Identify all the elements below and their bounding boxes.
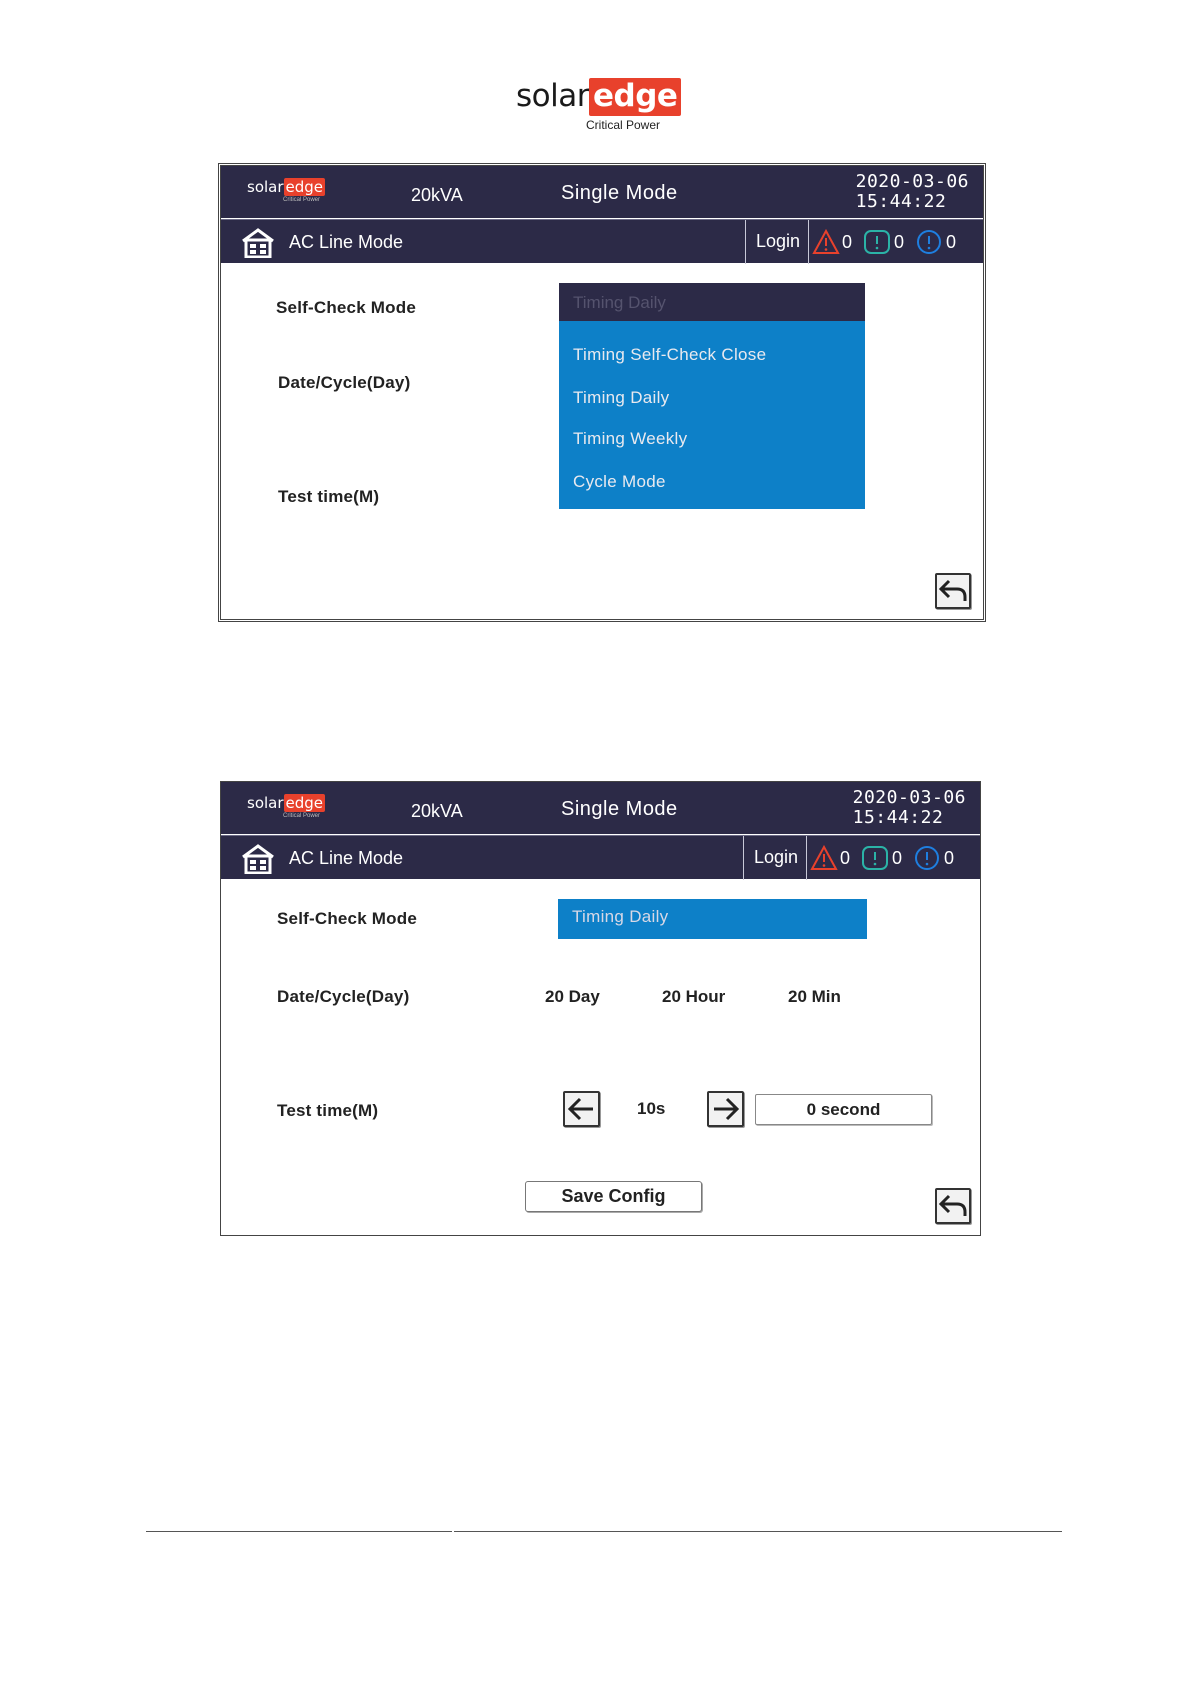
mode-bar	[221, 219, 983, 263]
operating-mode: Single Mode	[561, 798, 678, 820]
decrease-button[interactable]	[563, 1091, 600, 1127]
settings-panel	[221, 263, 983, 619]
page-logo	[516, 78, 686, 134]
back-button[interactable]	[935, 1188, 971, 1224]
footer-divider	[146, 1531, 452, 1532]
alarm-counters[interactable]	[810, 844, 954, 872]
info-icon	[912, 845, 942, 871]
divider	[808, 220, 809, 264]
login-button[interactable]: Login	[754, 847, 799, 867]
dropdown-selected[interactable]: Timing Daily	[559, 283, 865, 321]
logo-subtitle: Critical Power	[586, 118, 661, 132]
warning-icon	[812, 229, 840, 255]
footer-divider	[454, 1531, 1062, 1532]
info-count: 0	[944, 847, 955, 868]
info-count: 0	[946, 231, 957, 252]
back-button[interactable]	[935, 573, 971, 609]
logo-wordmark: solar edge	[516, 78, 681, 114]
fault-count: 0	[892, 847, 903, 868]
alarm-counters[interactable]	[812, 228, 956, 256]
test-time-field[interactable]: 0 second	[755, 1094, 932, 1125]
divider	[743, 836, 744, 880]
self-check-label: Self-Check Mode	[277, 909, 417, 928]
back-arrow-icon	[937, 1190, 969, 1222]
step-value: 10s	[637, 1099, 666, 1118]
arrow-left-icon	[565, 1093, 598, 1125]
header-logo: solar edge Critical Power	[247, 178, 324, 203]
arrow-right-icon	[709, 1093, 742, 1125]
increase-button[interactable]	[707, 1091, 744, 1127]
fault-count: 0	[894, 231, 905, 252]
warning-count: 0	[842, 231, 853, 252]
dropdown-option[interactable]: Timing Self-Check Close	[573, 345, 767, 364]
ac-line-mode: AC Line Mode	[289, 848, 404, 868]
operating-mode: Single Mode	[561, 182, 678, 204]
dropdown-option[interactable]: Timing Weekly	[573, 429, 688, 448]
house-icon	[241, 844, 275, 874]
date-text: 2020-03-06	[855, 171, 969, 192]
min-value[interactable]: 20 Min	[788, 987, 841, 1006]
self-check-label: Self-Check Mode	[276, 298, 416, 317]
date-text: 2020-03-06	[852, 787, 966, 808]
date-cycle-label: Date/Cycle(Day)	[277, 987, 410, 1006]
ac-line-mode: AC Line Mode	[289, 232, 404, 252]
fault-icon	[860, 845, 890, 871]
back-arrow-icon	[937, 575, 969, 607]
hour-value[interactable]: 20 Hour	[662, 987, 726, 1006]
time-text: 15:44:22	[852, 807, 944, 828]
fault-icon	[862, 229, 892, 255]
status-header	[221, 782, 980, 834]
header-logo: solar edge Critical Power	[247, 794, 324, 819]
date-cycle-label: Date/Cycle(Day)	[278, 373, 411, 392]
settings-panel	[221, 879, 980, 1235]
power-rating: 20kVA	[411, 185, 463, 205]
divider	[745, 220, 746, 264]
test-time-label: Test time(M)	[278, 487, 380, 506]
datetime	[853, 788, 966, 828]
login-button[interactable]: Login	[756, 231, 801, 251]
save-config-button[interactable]: Save Config	[525, 1181, 702, 1212]
mode-bar	[221, 835, 980, 879]
info-icon	[914, 229, 944, 255]
screen-config	[220, 781, 981, 1236]
power-rating: 20kVA	[411, 801, 463, 821]
self-check-dropdown[interactable]	[559, 283, 865, 509]
datetime	[856, 172, 969, 212]
warning-icon	[810, 845, 838, 871]
dropdown-option[interactable]: Timing Daily	[573, 388, 670, 407]
divider	[806, 836, 807, 880]
house-icon	[241, 228, 275, 258]
day-value[interactable]: 20 Day	[545, 987, 600, 1006]
time-text: 15:44:22	[855, 191, 947, 212]
test-time-label: Test time(M)	[277, 1101, 379, 1120]
dropdown-option[interactable]: Cycle Mode	[573, 472, 666, 491]
screen-dropdown-open	[220, 165, 984, 620]
warning-count: 0	[840, 847, 851, 868]
status-header	[221, 166, 983, 218]
self-check-select[interactable]: Timing Daily	[558, 899, 867, 939]
